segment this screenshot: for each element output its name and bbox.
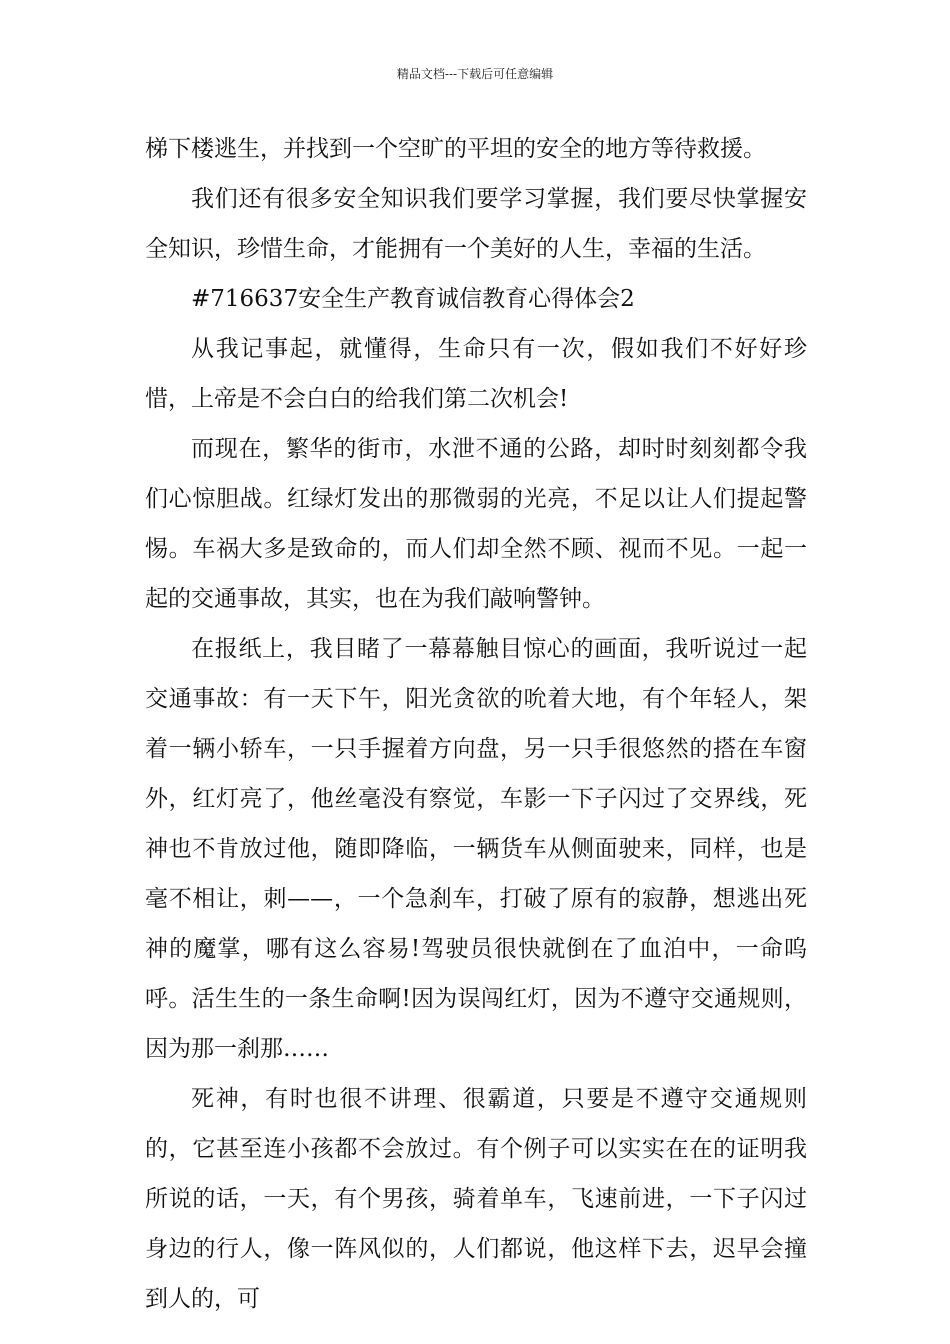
paragraph: 死神，有时也很不讲理、很霸道，只要是不遵守交通规则的，它甚至连小孩都不会放过。有个例子可以实实在在的证明我所说的话，一天，有个男孩，骑着单车，飞速前进，一下子闪过身边的行人，像一阵风似的，人们都说，他这样下去，迟早会撞到人的，可 [145,1086,807,1312]
paragraph: 在报纸上，我目睹了一幕幕触目惊心的画面，我听说过一起交通事故：有一天下午，阳光贪欲的吮着大地，有个年轻人，架着一辆小轿车，一只手握着方向盘，另一只手很悠然的搭在车窗外，红灯亮了，他丝毫没有察觉，车影一下子闪过了交界线，死神也不肯放过他，随即降临，一辆货车从侧面驶来，同样，也是毫不相让，刺——，一个急刹车，打破了原有的寂静，想逃出死神的魔掌，哪有这么容易!驾驶员很快就倒在了血泊中，一命呜呼。活生生的一条生命啊!因为误闯红灯，因为不遵守交通规则，因为那一刹那…… [145,636,807,1062]
document-body [145,124,807,1324]
paragraph: 而现在，繁华的街市，水泄不通的公路，却时时刻刻都令我们心惊胆战。红绿灯发出的那微弱的光亮，不足以让人们提起警惕。车祸大多是致命的，而人们却全然不顾、视而不见。一起一起的交通事故，其实，也在为我们敲响警钟。 [145,436,807,612]
page-header: 精品文档---下载后可任意编辑 [396,67,554,81]
paragraph: 我们还有很多安全知识我们要学习掌握，我们要尽快掌握安全知识，珍惜生命，才能拥有一个美好的人生，幸福的生活。 [145,186,807,262]
section-heading: #716637安全生产教育诚信教育心得体会2 [191,286,635,312]
paragraph-continuation: 梯下楼逃生，并找到一个空旷的平坦的安全的地方等待救援。 [145,136,766,162]
paragraph: 从我记事起，就懂得，生命只有一次，假如我们不好好珍惜，上帝是不会白白的给我们第二次机会! [145,336,807,412]
